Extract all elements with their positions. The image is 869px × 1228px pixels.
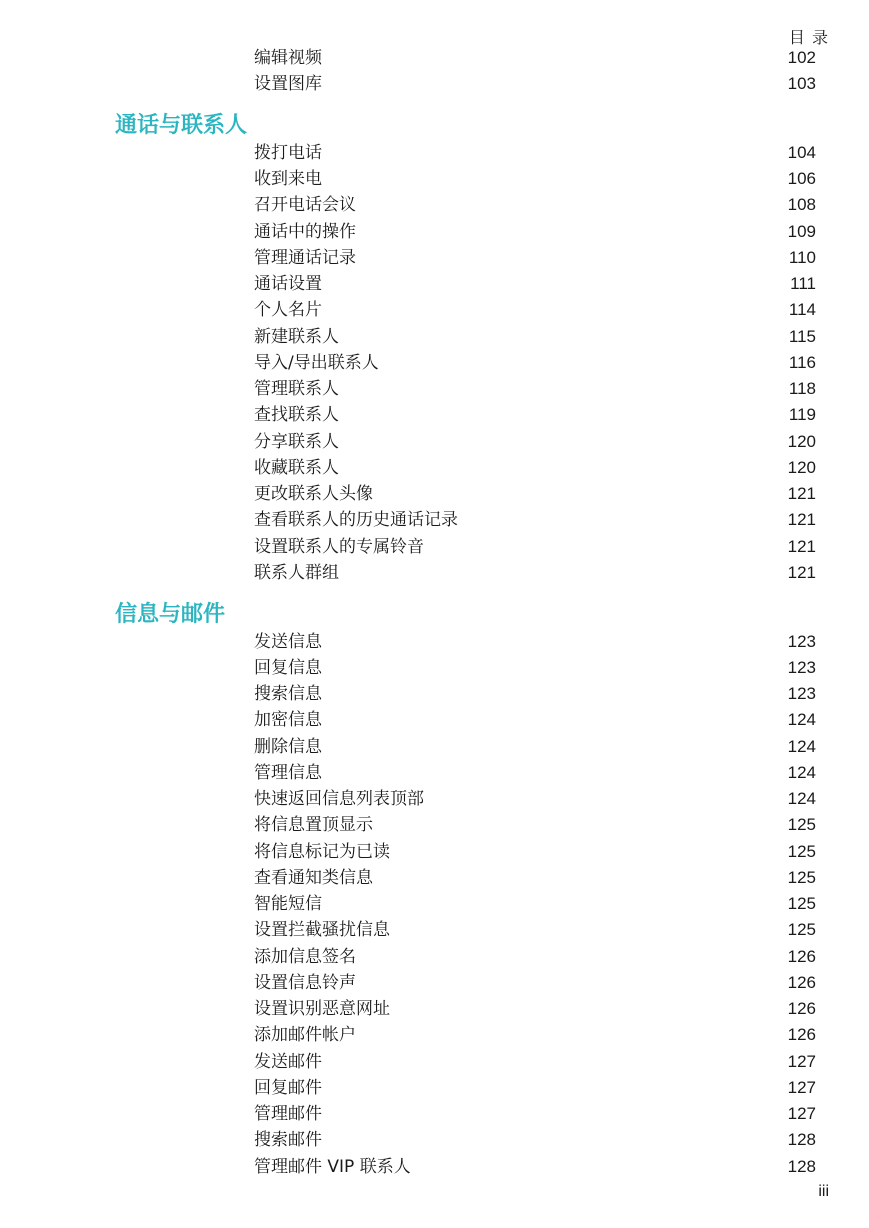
toc-entry-label: 编辑视频	[254, 48, 322, 68]
toc-entry-label: 分享联系人	[254, 432, 339, 452]
toc-entry-page: 124	[787, 789, 816, 808]
toc-entry[interactable]	[254, 71, 816, 97]
toc-entry-label: 将信息置顶显示	[254, 815, 373, 835]
section-title[interactable]: 通话与联系人	[115, 113, 248, 138]
toc-entry[interactable]	[254, 786, 816, 812]
toc-entry[interactable]	[254, 45, 816, 71]
toc-entry-page: 115	[788, 327, 816, 346]
toc-entry-label: 拨打电话	[254, 143, 322, 163]
toc-header-title: 目 录	[788, 28, 829, 47]
toc-entry-page: 127	[787, 1052, 816, 1071]
toc-entry-page: 121	[787, 484, 816, 503]
toc-entry-label: 搜索信息	[254, 684, 322, 704]
toc-entry-page: 116	[788, 353, 816, 372]
toc-entry-page: 125	[787, 894, 816, 913]
toc-entry-page: 111	[790, 274, 816, 293]
toc-entry[interactable]	[254, 192, 816, 218]
toc-entry-label: 导入/导出联系人	[254, 353, 379, 373]
toc-entry-label: 通话中的操作	[254, 222, 356, 242]
toc-entry-label: 个人名片	[254, 300, 322, 320]
toc-entry-page: 123	[787, 632, 816, 651]
toc-entry-page: 126	[787, 1025, 816, 1044]
toc-entry[interactable]	[254, 655, 816, 681]
toc-entry[interactable]	[254, 865, 816, 891]
toc-entry-label: 管理邮件 VIP 联系人	[254, 1157, 411, 1177]
toc-entry-label: 查看通知类信息	[254, 868, 373, 888]
toc-entry-label: 管理通话记录	[254, 248, 356, 268]
toc-entry-label: 收到来电	[254, 169, 322, 189]
toc-entry-label: 查找联系人	[254, 405, 339, 425]
toc-entry[interactable]	[254, 534, 816, 560]
toc-entry-label: 将信息标记为已读	[254, 842, 390, 862]
toc-entry-label: 设置识别恶意网址	[254, 999, 390, 1019]
toc-entry-label: 新建联系人	[254, 327, 339, 347]
toc-entry-label: 快速返回信息列表顶部	[254, 789, 424, 809]
toc-entry-page: 121	[787, 537, 816, 556]
toc-entry[interactable]	[254, 1022, 816, 1048]
toc-entry[interactable]	[254, 707, 816, 733]
toc-entry-page: 108	[787, 195, 816, 214]
toc-entry-label: 回复信息	[254, 658, 322, 678]
toc-entry-label: 通话设置	[254, 274, 322, 294]
toc-entry[interactable]	[254, 839, 816, 865]
toc-entry-page: 127	[787, 1104, 816, 1123]
toc-entry[interactable]	[254, 219, 816, 245]
toc-entry-label: 查看联系人的历史通话记录	[254, 510, 458, 530]
toc-entry-page: 109	[787, 222, 816, 241]
toc-entry-page: 102	[787, 48, 816, 67]
toc-entry-page: 114	[788, 300, 816, 319]
toc-entry-label: 召开电话会议	[254, 195, 356, 215]
toc-entry-label: 收藏联系人	[254, 458, 339, 478]
toc-entry[interactable]	[254, 996, 816, 1022]
toc-entry[interactable]	[254, 1075, 816, 1101]
toc-entry-page: 120	[787, 458, 816, 477]
toc-entry-page: 125	[787, 920, 816, 939]
toc-entry-page: 121	[787, 563, 816, 582]
toc-entry-page: 126	[787, 999, 816, 1018]
toc-entry[interactable]	[254, 1101, 816, 1127]
toc-entry-label: 管理信息	[254, 763, 322, 783]
toc-entry[interactable]	[254, 481, 816, 507]
toc-entry[interactable]	[254, 429, 816, 455]
toc-entry-label: 加密信息	[254, 710, 322, 730]
toc-entry-page: 118	[788, 379, 816, 398]
toc-entry-label: 添加邮件帐户	[254, 1025, 356, 1045]
toc-entry-page: 128	[787, 1157, 816, 1176]
toc-entry[interactable]	[254, 917, 816, 943]
toc-entry-page: 119	[788, 405, 816, 424]
toc-entry-page: 120	[787, 432, 816, 451]
toc-entry[interactable]	[254, 402, 816, 428]
toc-entry-page: 126	[787, 947, 816, 966]
toc-entry-label: 设置信息铃声	[254, 973, 356, 993]
toc-entry-page: 104	[787, 143, 816, 162]
toc-entry-page: 128	[787, 1130, 816, 1149]
toc-entry-label: 设置联系人的专属铃音	[254, 537, 424, 557]
toc-entry[interactable]	[254, 1049, 816, 1075]
toc-entry-label: 管理联系人	[254, 379, 339, 399]
toc-entry-label: 搜索邮件	[254, 1130, 322, 1150]
toc-entry[interactable]	[254, 812, 816, 838]
section-title[interactable]: 信息与邮件	[115, 602, 226, 627]
toc-entry-label: 发送信息	[254, 632, 322, 652]
footer-page-number: iii	[818, 1183, 829, 1200]
toc-entry-label: 智能短信	[254, 894, 322, 914]
toc-entry-page: 103	[787, 74, 816, 93]
toc-entry-label: 设置拦截骚扰信息	[254, 920, 390, 940]
toc-entry-page: 121	[787, 510, 816, 529]
toc-entry[interactable]	[254, 560, 816, 586]
toc-entry[interactable]	[254, 350, 816, 376]
toc-entry[interactable]	[254, 944, 816, 970]
toc-entry[interactable]	[254, 297, 816, 323]
toc-entry[interactable]	[254, 891, 816, 917]
toc-entry-label: 回复邮件	[254, 1078, 322, 1098]
toc-entry-label: 发送邮件	[254, 1052, 322, 1072]
toc-entry-page: 126	[787, 973, 816, 992]
toc-entry[interactable]	[254, 734, 816, 760]
toc-entry-page: 124	[787, 737, 816, 756]
toc-entry-page: 123	[787, 658, 816, 677]
toc-entry[interactable]	[254, 1127, 816, 1153]
toc-entry-page: 127	[787, 1078, 816, 1097]
toc-entry-page: 125	[787, 868, 816, 887]
toc-entry-label: 删除信息	[254, 737, 322, 757]
toc-entry-page: 124	[787, 710, 816, 729]
toc-entry[interactable]	[254, 760, 816, 786]
toc-entry-label: 添加信息签名	[254, 947, 356, 967]
toc-entry-label: 更改联系人头像	[254, 484, 373, 504]
toc-entry[interactable]	[254, 245, 816, 271]
toc-entry-page: 125	[787, 842, 816, 861]
toc-entry[interactable]	[254, 455, 816, 481]
toc-entry-label: 管理邮件	[254, 1104, 322, 1124]
toc-entry[interactable]	[254, 324, 816, 350]
toc-entry[interactable]	[254, 507, 816, 533]
toc-entry[interactable]	[254, 166, 816, 192]
toc-entry[interactable]	[254, 970, 816, 996]
toc-entry[interactable]	[254, 271, 816, 297]
toc-entry[interactable]	[254, 629, 816, 655]
toc-entry[interactable]	[254, 681, 816, 707]
toc-entry[interactable]	[254, 1154, 816, 1180]
toc-entry[interactable]	[254, 140, 816, 166]
toc-entry-page: 106	[787, 169, 816, 188]
toc-entry[interactable]	[254, 376, 816, 402]
toc-entry-label: 联系人群组	[254, 563, 339, 583]
toc-entry-page: 124	[787, 763, 816, 782]
toc-entry-page: 123	[787, 684, 816, 703]
toc-entry-label: 设置图库	[254, 74, 322, 94]
toc-entry-page: 110	[788, 248, 816, 267]
toc-entry-page: 125	[787, 815, 816, 834]
